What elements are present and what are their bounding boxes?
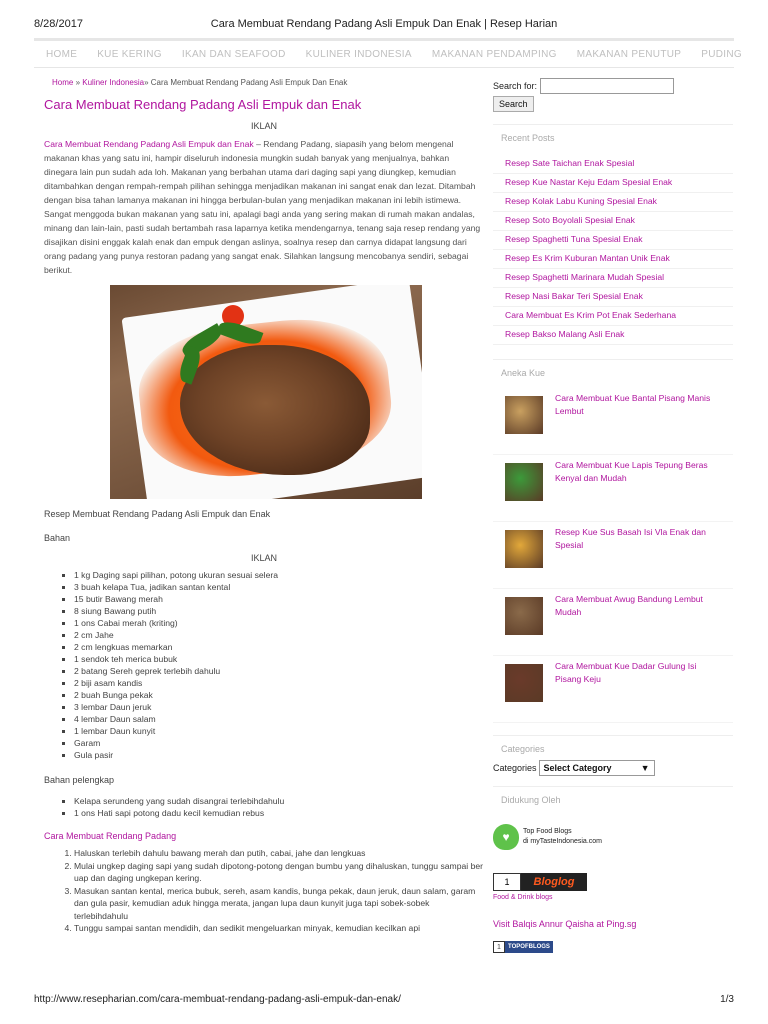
kue-link[interactable]: Cara Membuat Kue Lapis Tepung Beras Kenyal dan Mudah (555, 460, 708, 483)
article-title: Cara Membuat Rendang Padang Asli Empuk dan Enak (44, 97, 362, 112)
list-item: ▪ Garam (74, 737, 484, 749)
nav-kue-kering[interactable]: KUE KERING (97, 48, 162, 60)
list-item: ▪ 1 kg Daging sapi pilihan, potong ukuran sesuai selera (74, 569, 484, 581)
badge-text (523, 827, 602, 847)
heart-logo-icon: ♥ (493, 824, 519, 850)
kue-link[interactable]: Cara Membuat Kue Dadar Gulung Isi Pisang Keju (555, 661, 697, 684)
search-row (493, 78, 733, 94)
article-intro (44, 137, 484, 277)
ping-link[interactable]: Visit Balqis Annur Qaisha at Ping.sg (493, 919, 637, 929)
recent-post-link[interactable]: Resep Spaghetti Marinara Mudah Spesial (493, 269, 733, 288)
list-item: ▪ 3 lembar Daun jeruk (74, 701, 484, 713)
categories-row (493, 760, 733, 776)
recent-post-link[interactable]: Resep Kue Nastar Keju Edam Spesial Enak (493, 174, 733, 193)
list-item: ▪ 1 ons Cabai merah (kriting) (74, 617, 484, 629)
breadcrumb-category[interactable]: Kuliner Indonesia (82, 78, 145, 87)
pelengkap-label: Bahan pelengkap (44, 775, 115, 785)
bloglog-count: 1 (493, 873, 521, 891)
kue-thumbnail[interactable] (505, 396, 543, 434)
categories-select[interactable] (539, 760, 655, 776)
rendang-photo (110, 285, 422, 499)
recent-posts-list (493, 155, 733, 345)
image-caption: Resep Membuat Rendang Padang Asli Empuk dan Enak (44, 509, 271, 519)
list-item: ▪ 8 siung Bawang putih (74, 605, 484, 617)
recent-post-link[interactable]: Resep Soto Boyolali Spesial Enak (493, 212, 733, 231)
list-item: ▪ 2 batang Sereh geprek terlebih dahulu (74, 665, 484, 677)
print-page-number: 1/3 (720, 994, 734, 1005)
recipe-heading[interactable]: Cara Membuat Rendang Padang (44, 831, 177, 841)
kue-link[interactable]: Cara Membuat Awug Bandung Lembut Mudah (555, 594, 703, 617)
list-item: 4. Tunggu sampai santan mendidih, dan sedikit mengeluarkan minyak, kemudian kecilkan api (74, 922, 484, 935)
categories-label: Categories (493, 763, 537, 773)
print-title: Cara Membuat Rendang Padang Asli Empuk Dan Enak | Resep Harian (210, 18, 558, 30)
nav-ikan-seafood[interactable]: IKAN DAN SEAFOOD (181, 48, 286, 60)
recent-posts-title: Recent Posts (493, 124, 733, 143)
intro-text: – Rendang Padang, siapasih yang belom mengenal makanan khas yang satu ini, hampir diseluruh indonesia mungkin sudah banyak yang menjualnya, bahkan dinegara lain pun sudah ada loh. Makanan yang berbahan utama dari daging sapi yang diungkep, kemudian ditambahkan dengan rempah-rempah pilihan sehingga menjadikan makanan ini sangat enak dan lezat. Ditambah dengan bisa tahan lamanya makanan ini hingga berbulan-bulan yang menjadikan makanan ini lebih istimewa. Sangat menggoda bukan makanan yang satu ini, apalagi bagi anda yang sering makan di rumah makan andalas, minang dan lain-lain, pasti sudah bertambah rasa laparnya ketika mendengarnya, tenang saja resep rendang yang disajikan disini enggak kalah enak dan empuk dengan aslinya, soalnya resep dan carnya didapat langsung dari orang padang yang punya restoran padang yang sangat enak. Silahkan langsung mencobanya sendiri, sebagai berikut. (44, 139, 481, 275)
breadcrumb-sep: » (75, 78, 81, 87)
list-item[interactable] (493, 589, 733, 656)
nav-makanan-pendamping[interactable]: MAKANAN PENDAMPING (431, 48, 557, 60)
nav-home[interactable]: HOME (46, 48, 78, 60)
nav-puding[interactable]: PUDING (701, 48, 742, 60)
list-item[interactable] (493, 522, 733, 589)
list-item: ▪ 2 biji asam kandis (74, 677, 484, 689)
main-nav (34, 38, 742, 68)
nav-kuliner-indonesia[interactable]: KULINER INDONESIA (305, 48, 412, 60)
list-item[interactable] (493, 455, 733, 522)
badge-line-2: di myTasteIndonesia.com (523, 838, 602, 845)
kue-thumbnail[interactable] (505, 664, 543, 702)
steps-list (44, 847, 484, 935)
bloglog-logo: Bloglog (521, 873, 587, 891)
aneka-kue-list (493, 388, 733, 723)
print-url: http://www.resepharian.com/cara-membuat-rendang-padang-asli-empuk-dan-enak/ (34, 994, 401, 1005)
kue-link[interactable]: Resep Kue Sus Basah Isi Vla Enak dan Spesial (555, 527, 706, 550)
list-item: ▪ Gula pasir (74, 749, 484, 761)
recent-post-link[interactable]: Resep Sate Taichan Enak Spesial (493, 155, 733, 174)
kue-thumbnail[interactable] (505, 463, 543, 501)
list-item: ▪ 2 cm Jahe (74, 629, 484, 641)
kue-thumbnail[interactable] (505, 530, 543, 568)
intro-link[interactable]: Cara Membuat Rendang Padang Asli Empuk dan Enak (44, 139, 254, 149)
recent-post-link[interactable]: Resep Bakso Malang Asli Enak (493, 326, 733, 345)
categories-select-value: Select Category (543, 763, 612, 773)
ingredients-list (44, 569, 484, 761)
list-item: 2. Mulai ungkep daging sapi yang sudah dipotong-potong dengan bumbu yang dihaluskan, tunggu sampai ber uap dan daging ungkepan kering. (74, 860, 484, 885)
list-item[interactable] (493, 656, 733, 723)
nav-makanan-penutup[interactable]: MAKANAN PENUTUP (576, 48, 682, 60)
kue-thumbnail[interactable] (505, 597, 543, 635)
list-item: ▪ 1 sendok teh merica bubuk (74, 653, 484, 665)
list-item: ▪ 4 lembar Daun salam (74, 713, 484, 725)
recent-post-link[interactable]: Resep Kolak Labu Kuning Spesial Enak (493, 193, 733, 212)
search-button[interactable]: Search (493, 96, 534, 112)
topofblogs-count: 1 (493, 941, 505, 953)
recent-post-link[interactable]: Resep Spaghetti Tuna Spesial Enak (493, 231, 733, 250)
categories-title: Categories (493, 735, 733, 754)
list-item: ▪ Kelapa serundeng yang sudah disangrai terlebihdahulu (74, 795, 484, 807)
main-content (44, 74, 484, 935)
food-drink-link[interactable]: Food & Drink blogs (493, 894, 553, 901)
kue-link[interactable]: Cara Membuat Kue Bantal Pisang Manis Lembut (555, 393, 711, 416)
list-item: ▪ 1 ons Hati sapi potong dadu kecil kemudian rebus (74, 807, 484, 819)
sidebar (493, 78, 733, 953)
breadcrumb-current: Cara Membuat Rendang Padang Asli Empuk Dan Enak (150, 78, 348, 87)
list-item[interactable] (493, 388, 733, 455)
bahan-label: Bahan (44, 533, 71, 543)
bloglog-badge[interactable] (493, 873, 733, 891)
ad-label-2: IKLAN (250, 553, 277, 563)
dropdown-arrow-icon: ▼ (640, 763, 650, 773)
pelengkap-list (44, 795, 484, 819)
recent-post-link[interactable]: Resep Nasi Bakar Teri Spesial Enak (493, 288, 733, 307)
breadcrumb (52, 78, 484, 87)
top-food-blogs-badge[interactable] (493, 819, 613, 855)
list-item: ▪ 3 buah kelapa Tua, jadikan santan kental (74, 581, 484, 593)
recent-post-link[interactable]: Cara Membuat Es Krim Pot Enak Sederhana (493, 307, 733, 326)
ad-label: IKLAN (250, 121, 277, 131)
list-item: 3. Masukan santan kental, merica bubuk, sereh, asam kandis, bunga pekak, daun jeruk, daun salam, garam dan gula pasir, kemudian aduk hingga merata, jangan lupa daun kunyit juga tapi sobek-sobek terlebihdahulu (74, 885, 484, 923)
topofblogs-badge[interactable] (493, 941, 733, 953)
breadcrumb-home[interactable]: Home (52, 78, 74, 87)
search-input[interactable] (540, 78, 674, 94)
search-label: Search for: (493, 81, 538, 91)
list-item: ▪ 15 butir Bawang merah (74, 593, 484, 605)
list-item: 1. Haluskan terlebih dahulu bawang merah dan putih, cabai, jahe dan lengkuas (74, 847, 484, 860)
didukung-title: Didukung Oleh (493, 786, 733, 805)
badge-line-1: Top Food Blogs (523, 828, 572, 835)
breadcrumb-sep: » (144, 78, 149, 87)
recent-post-link[interactable]: Resep Es Krim Kuburan Mantan Unik Enak (493, 250, 733, 269)
aneka-kue-title: Aneka Kue (493, 359, 733, 378)
list-item: ▪ 1 lembar Daun kunyit (74, 725, 484, 737)
topofblogs-logo: TOPOFBLOGS (505, 941, 553, 953)
list-item: ▪ 2 buah Bunga pekak (74, 689, 484, 701)
list-item: ▪ 2 cm lengkuas memarkan (74, 641, 484, 653)
print-date: 8/28/2017 (34, 18, 83, 30)
